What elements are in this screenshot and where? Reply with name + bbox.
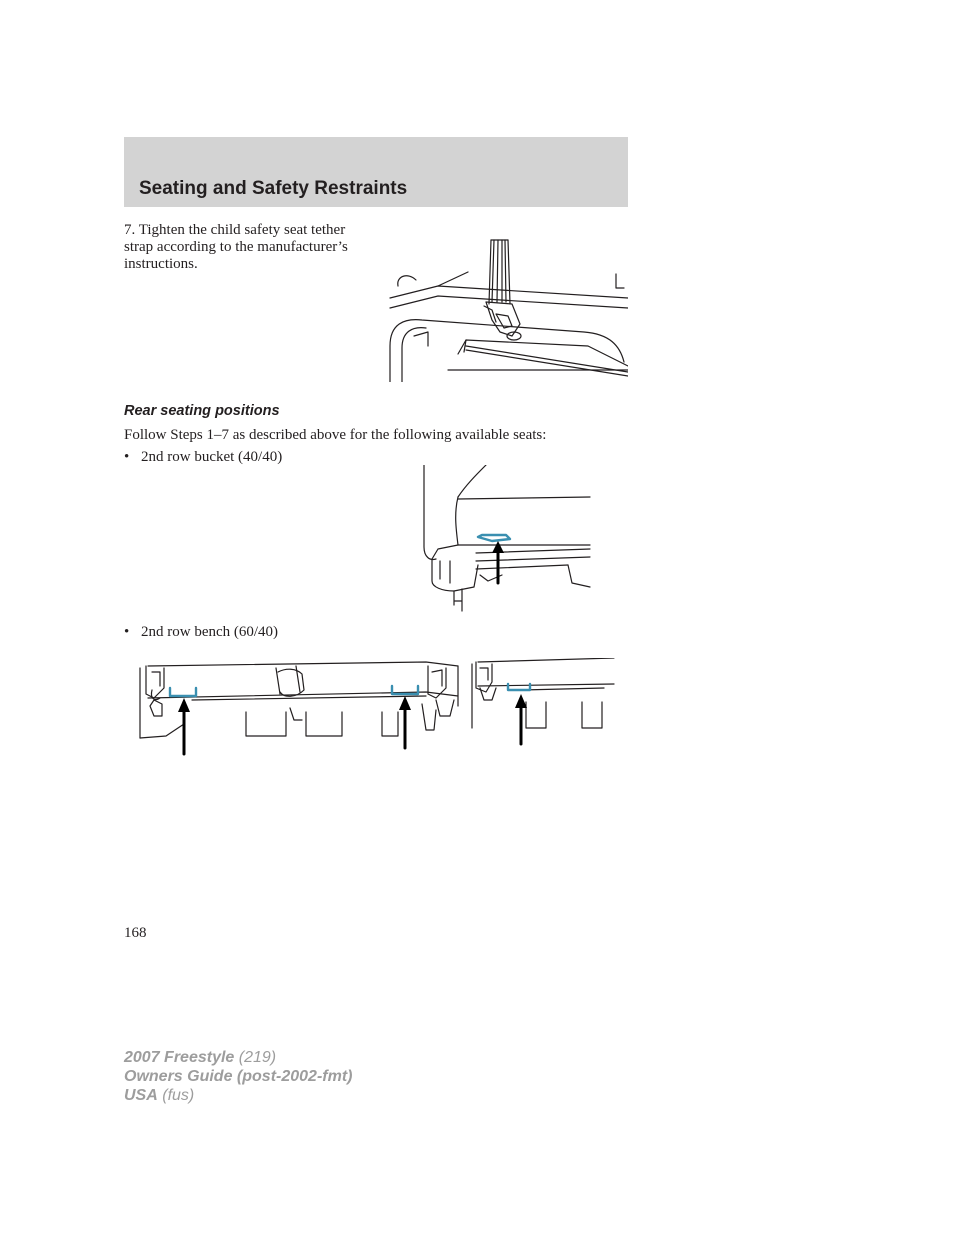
intro-text: Follow Steps 1–7 as described above for the following available seats:	[124, 427, 547, 443]
bullet-glyph: •	[124, 449, 130, 465]
bullet-text: 2nd row bench (60/40)	[141, 624, 279, 640]
bullet-text: 2nd row bucket (40/40)	[141, 449, 283, 465]
page-number: 168	[124, 925, 147, 941]
section-title: Seating and Safety Restraints	[139, 178, 408, 199]
bullet-2nd-row-bucket	[124, 449, 282, 466]
footer-line-3: USA (fus)	[124, 1087, 195, 1104]
tether-strap-illustration	[388, 236, 628, 382]
footer-line-1: 2007 Freestyle (219)	[124, 1049, 277, 1066]
bullet-glyph: •	[124, 624, 130, 640]
bench-seat-illustration	[136, 658, 616, 758]
step-7-text: 7. Tighten the child safety seat tether strap according to the manufacturer’s instructions.	[124, 222, 348, 272]
bucket-seat-illustration	[418, 465, 592, 615]
footer-line-2: Owners Guide (post-2002-fmt)	[124, 1068, 353, 1085]
bullet-2nd-row-bench	[124, 624, 278, 641]
rear-seating-positions-heading: Rear seating positions	[124, 403, 280, 419]
document-footer	[124, 1048, 352, 1105]
